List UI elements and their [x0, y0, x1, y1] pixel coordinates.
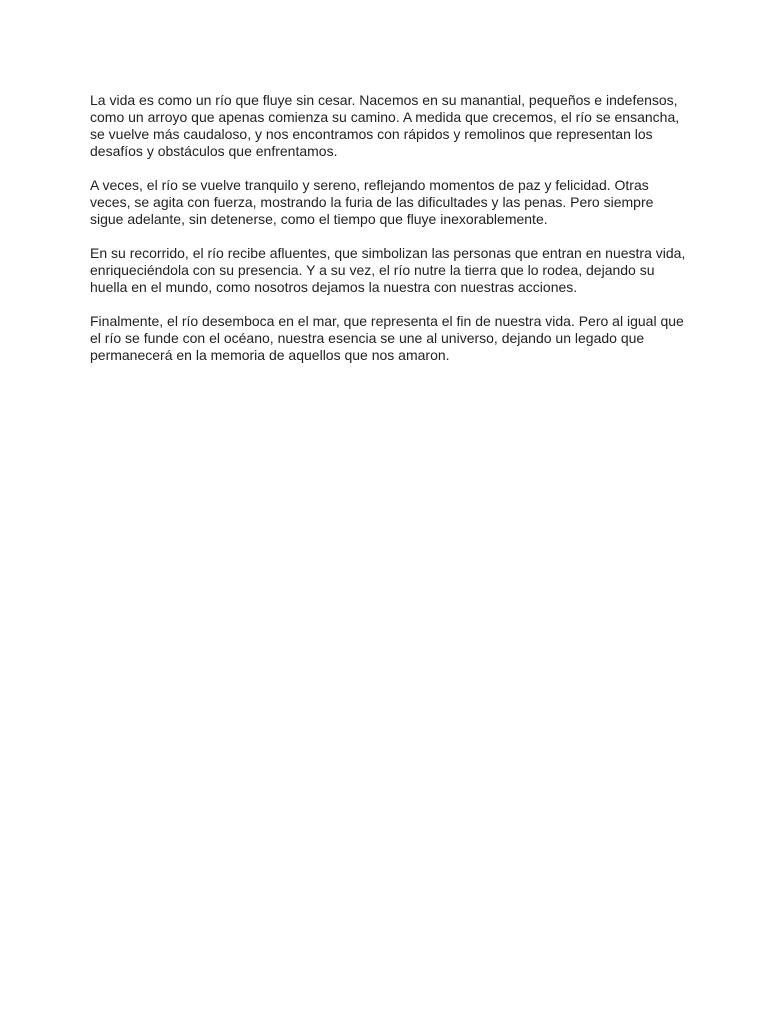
- text-line: desafíos y obstáculos que enfrentamos.: [90, 143, 338, 159]
- text-line: huella en el mundo, como nosotros dejamos la nuestra con nuestras acciones.: [90, 279, 578, 295]
- text-line: como un arroyo que apenas comienza su camino. A medida que crecemos, el río se ensancha,: [90, 109, 680, 125]
- text-line: veces, se agita con fuerza, mostrando la furia de las dificultades y las penas. Pero siempre: [90, 194, 654, 210]
- text-line: La vida es como un río que fluye sin cesar. Nacemos en su manantial, pequeños e indefensos,: [90, 92, 678, 108]
- paragraph-2: [90, 177, 710, 228]
- text-line: el río se funde con el océano, nuestra esencia se une al universo, dejando un legado que: [90, 330, 645, 346]
- text-line: En su recorrido, el río recibe afluentes, que simbolizan las personas que entran en nuestra vida,: [90, 245, 686, 261]
- document-body: [90, 92, 710, 381]
- paragraph-4: [90, 313, 710, 364]
- text-line: A veces, el río se vuelve tranquilo y sereno, reflejando momentos de paz y felicidad. Otras: [90, 177, 649, 193]
- paragraph-3: [90, 245, 710, 296]
- text-line: se vuelve más caudaloso, y nos encontramos con rápidos y remolinos que representan los: [90, 126, 653, 142]
- text-line: permanecerá en la memoria de aquellos que nos amaron.: [90, 347, 450, 363]
- text-line: enriqueciéndola con su presencia. Y a su vez, el río nutre la tierra que lo rodea, dejando su: [90, 262, 655, 278]
- paragraph-1: [90, 92, 710, 160]
- text-line: Finalmente, el río desemboca en el mar, que representa el fin de nuestra vida. Pero al igual que: [90, 313, 684, 329]
- text-line: sigue adelante, sin detenerse, como el tiempo que fluye inexorablemente.: [90, 211, 548, 227]
